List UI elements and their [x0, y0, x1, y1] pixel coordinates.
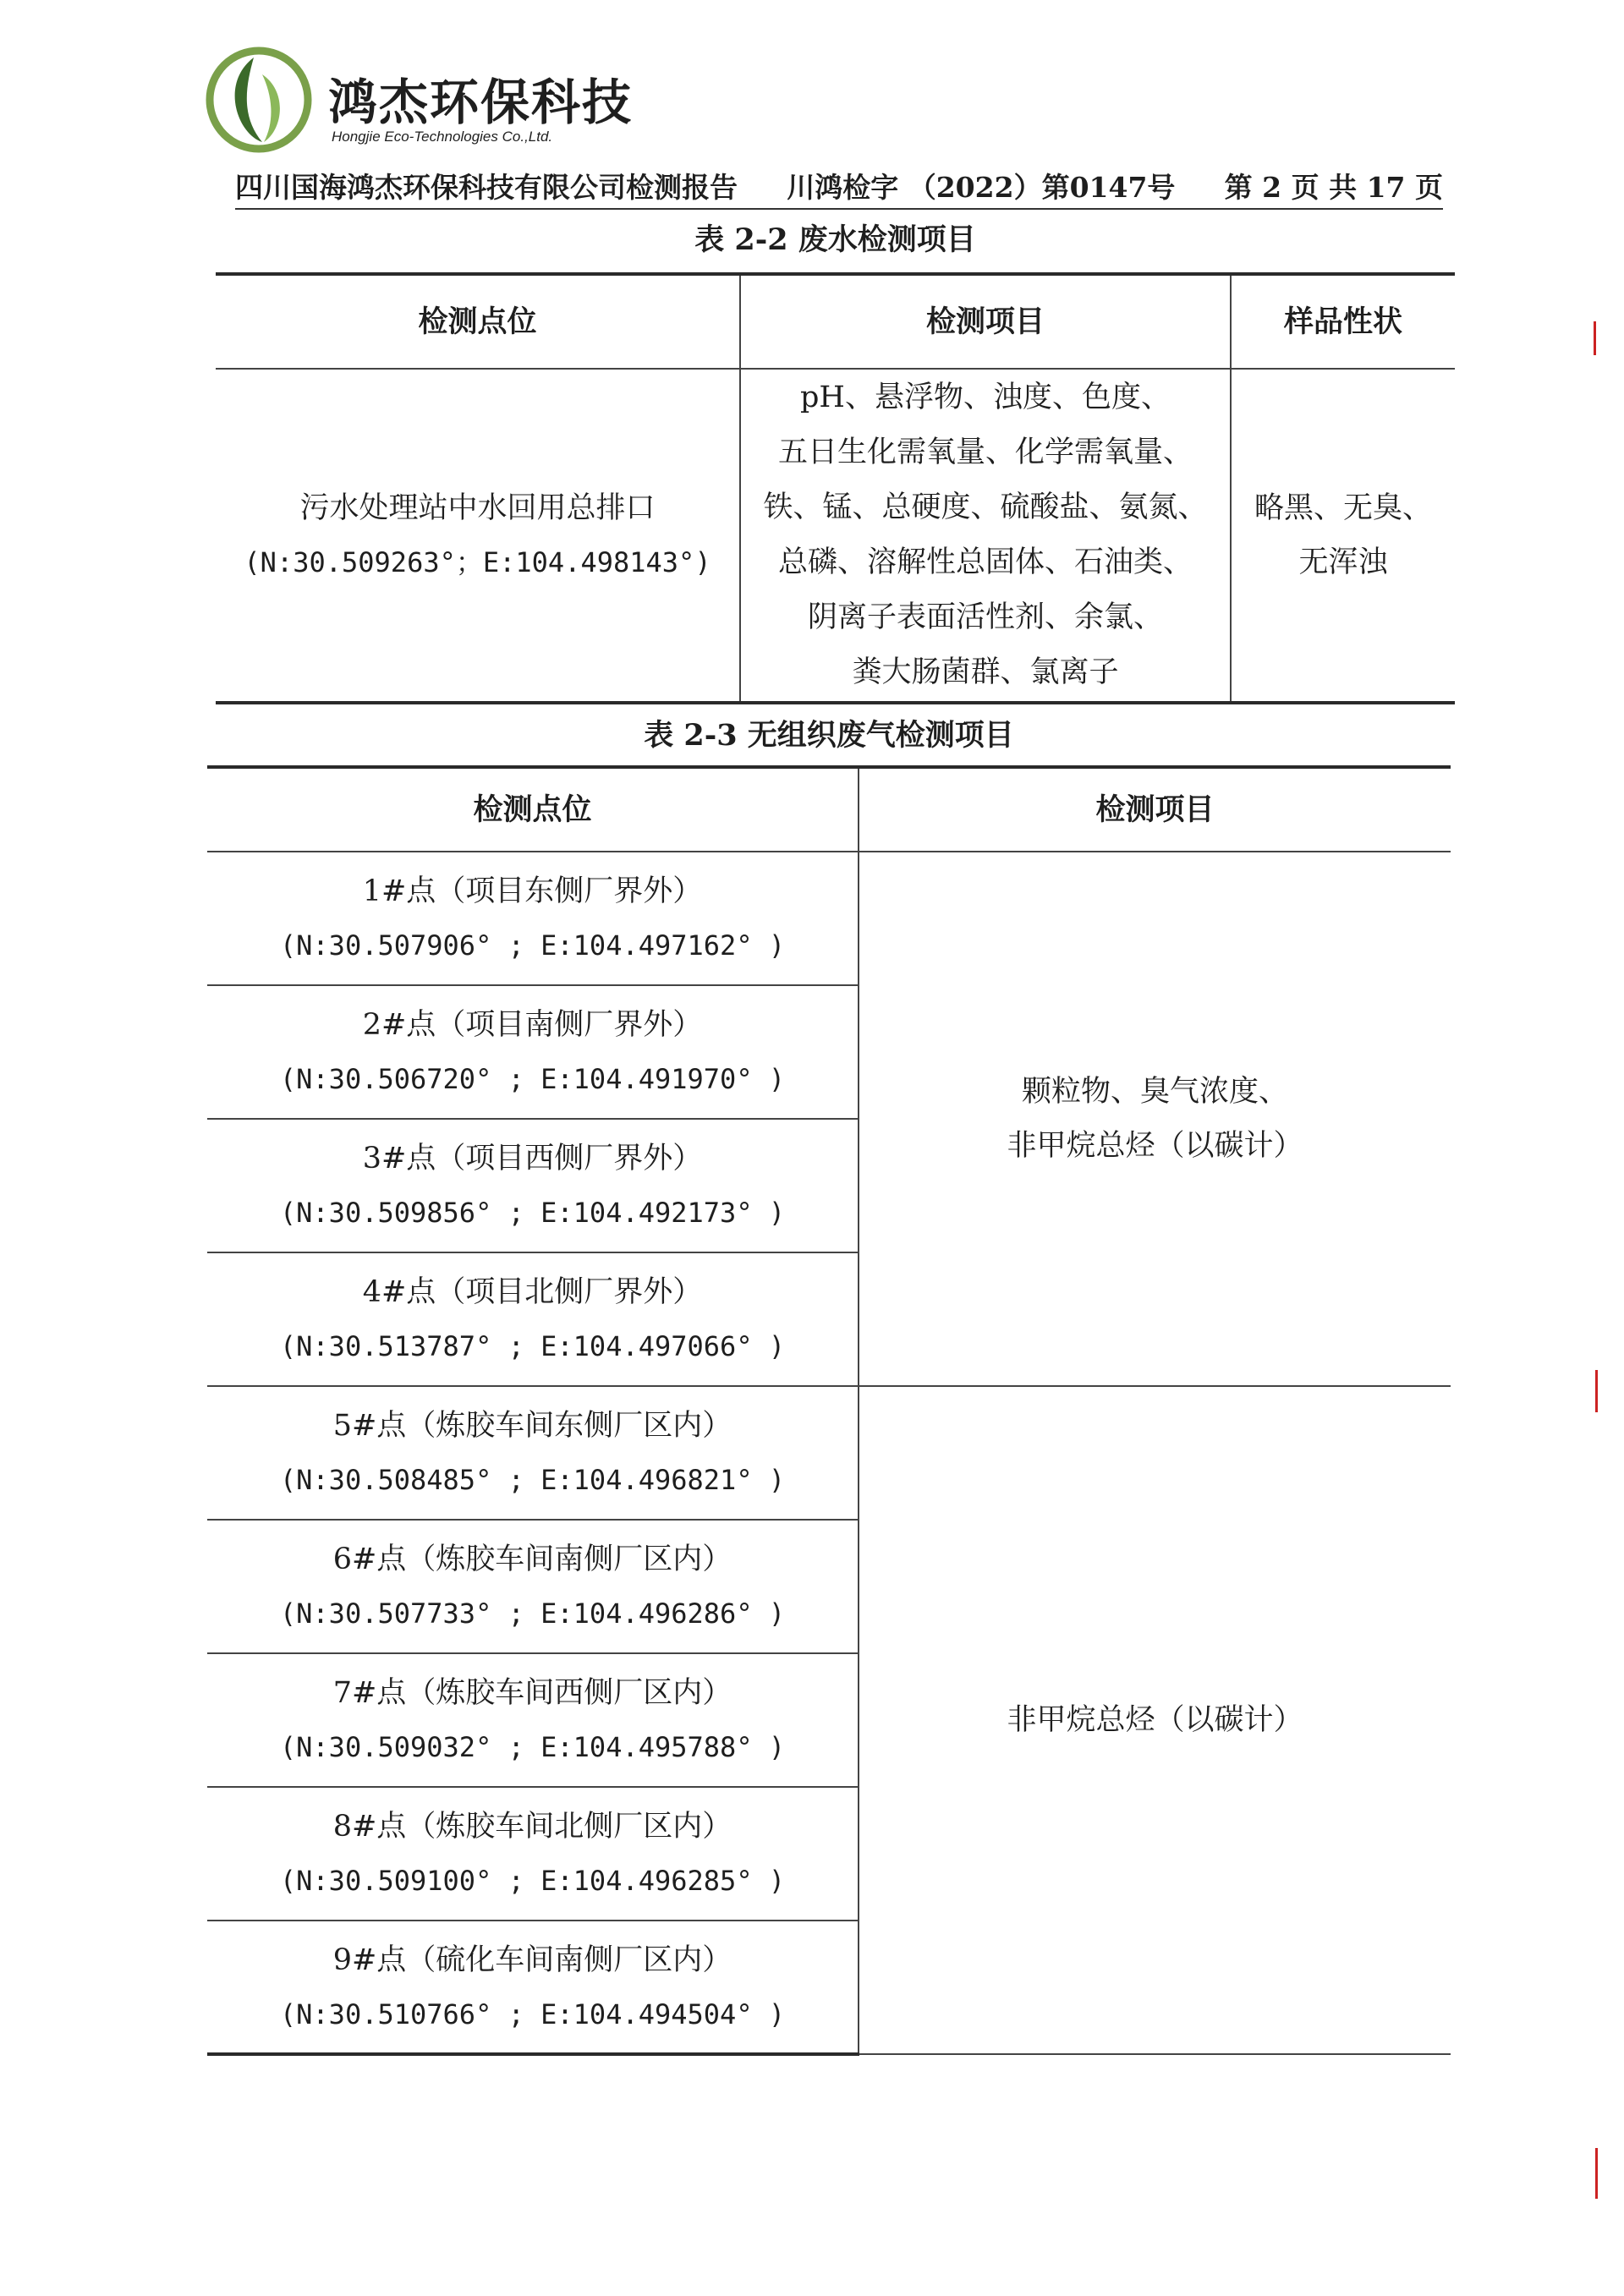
site-cell	[207, 1653, 859, 1787]
nature-line: 略黑、无臭、	[1254, 491, 1432, 525]
site-cell	[207, 1119, 859, 1252]
site-name: 污水处理站中水回用总排口	[299, 491, 656, 525]
logo-english-name: Hongjie Eco-Technologies Co.,Ltd.	[332, 129, 553, 145]
items-cell	[859, 1386, 1451, 2054]
site-cell	[207, 852, 859, 985]
site-coord: (N:30.509032° ; E:104.495788° )	[279, 1731, 786, 1763]
site-name: 2#点（项目南侧厂界外）	[362, 1008, 703, 1042]
item-line: 总磷、溶解性总固体、石油类、	[777, 545, 1193, 579]
site-cell	[216, 369, 740, 703]
nature-line: 无浑浊	[1298, 545, 1388, 579]
site-coord: (N:30.506720° ; E:104.491970° )	[279, 1063, 786, 1095]
site-coord: (N:30.513787° ; E:104.497066° )	[279, 1330, 786, 1362]
site-cell	[207, 1252, 859, 1386]
site-coord: (N:30.509856° ; E:104.492173° )	[279, 1197, 786, 1229]
site-cell	[207, 985, 859, 1119]
col-header-items: 检测项目	[859, 767, 1451, 852]
scan-mark	[1595, 2148, 1598, 2199]
site-coord: (N:30.509263°；E:104.498143°)	[244, 546, 711, 578]
leaf-logo-icon	[203, 41, 321, 159]
site-name: 3#点（项目西侧厂界外）	[362, 1142, 703, 1175]
site-coord: (N:30.507906° ; E:104.497162° )	[279, 929, 786, 962]
site-cell	[207, 1921, 859, 2054]
site-name: 6#点（炼胶车间南侧厂区内）	[332, 1543, 732, 1576]
col-header-items: 检测项目	[740, 274, 1231, 369]
report-header	[235, 166, 1443, 205]
item-line: 非甲烷总烃（以碳计）	[1007, 1129, 1303, 1163]
table-row	[207, 1386, 1451, 1520]
site-name: 7#点（炼胶车间西侧厂区内）	[332, 1676, 732, 1710]
site-coord: (N:30.510766° ; E:104.494504° )	[279, 1997, 786, 2030]
items-cell	[859, 852, 1451, 1386]
table-row	[216, 369, 1455, 703]
site-coord: (N:30.507733° ; E:104.496286° )	[279, 1597, 786, 1630]
site-name: 1#点（项目东侧厂界外）	[362, 874, 703, 908]
item-line: 粪大肠菌群、氯离子	[852, 655, 1119, 689]
wastewater-table	[216, 272, 1455, 704]
company-logo	[203, 41, 643, 159]
site-cell	[207, 1520, 859, 1653]
scan-mark	[1595, 1370, 1598, 1412]
site-name: 9#点（硫化车间南侧厂区内）	[332, 1943, 732, 1977]
col-header-nature: 样品性状	[1231, 274, 1455, 369]
site-name: 4#点（项目北侧厂界外）	[362, 1275, 703, 1309]
report-org: 四川国海鸿杰环保科技有限公司检测报告	[235, 171, 738, 204]
scan-mark	[1594, 321, 1596, 355]
site-name: 8#点（炼胶车间北侧厂区内）	[332, 1810, 732, 1844]
col-header-site: 检测点位	[207, 767, 859, 852]
fugitive-gas-table	[207, 765, 1451, 2056]
site-cell	[207, 1386, 859, 1520]
header-divider	[235, 208, 1443, 210]
nature-cell	[1231, 369, 1455, 703]
item-line: 颗粒物、臭气浓度、	[1021, 1075, 1288, 1109]
item-line: 五日生化需氧量、化学需氧量、	[777, 436, 1193, 469]
site-name: 5#点（炼胶车间东侧厂区内）	[332, 1409, 732, 1443]
col-header-site: 检测点位	[216, 274, 740, 369]
table-2-3-caption: 表 2-3 无组织废气检测项目	[644, 718, 1014, 753]
item-line: 铁、锰、总硬度、硫酸盐、氨氮、	[763, 490, 1208, 524]
page-indicator: 第 2 页 共 17 页	[1224, 171, 1443, 204]
item-line: 非甲烷总烃（以碳计）	[1007, 1703, 1303, 1737]
site-coord: (N:30.508485° ; E:104.496821° )	[279, 1464, 786, 1496]
site-coord: (N:30.509100° ; E:104.496285° )	[279, 1865, 786, 1897]
items-cell	[740, 369, 1231, 703]
table-row	[207, 852, 1451, 985]
table-2-2-caption: 表 2-2 废水检测项目	[694, 222, 976, 257]
site-cell	[207, 1787, 859, 1921]
report-number: 川鸿检字 （2022）第0147号	[787, 171, 1176, 204]
logo-chinese-name: 鸿杰环保科技	[328, 74, 634, 131]
item-line: pH、悬浮物、浊度、色度、	[800, 381, 1171, 414]
item-line: 阴离子表面活性剂、余氯、	[807, 600, 1163, 634]
